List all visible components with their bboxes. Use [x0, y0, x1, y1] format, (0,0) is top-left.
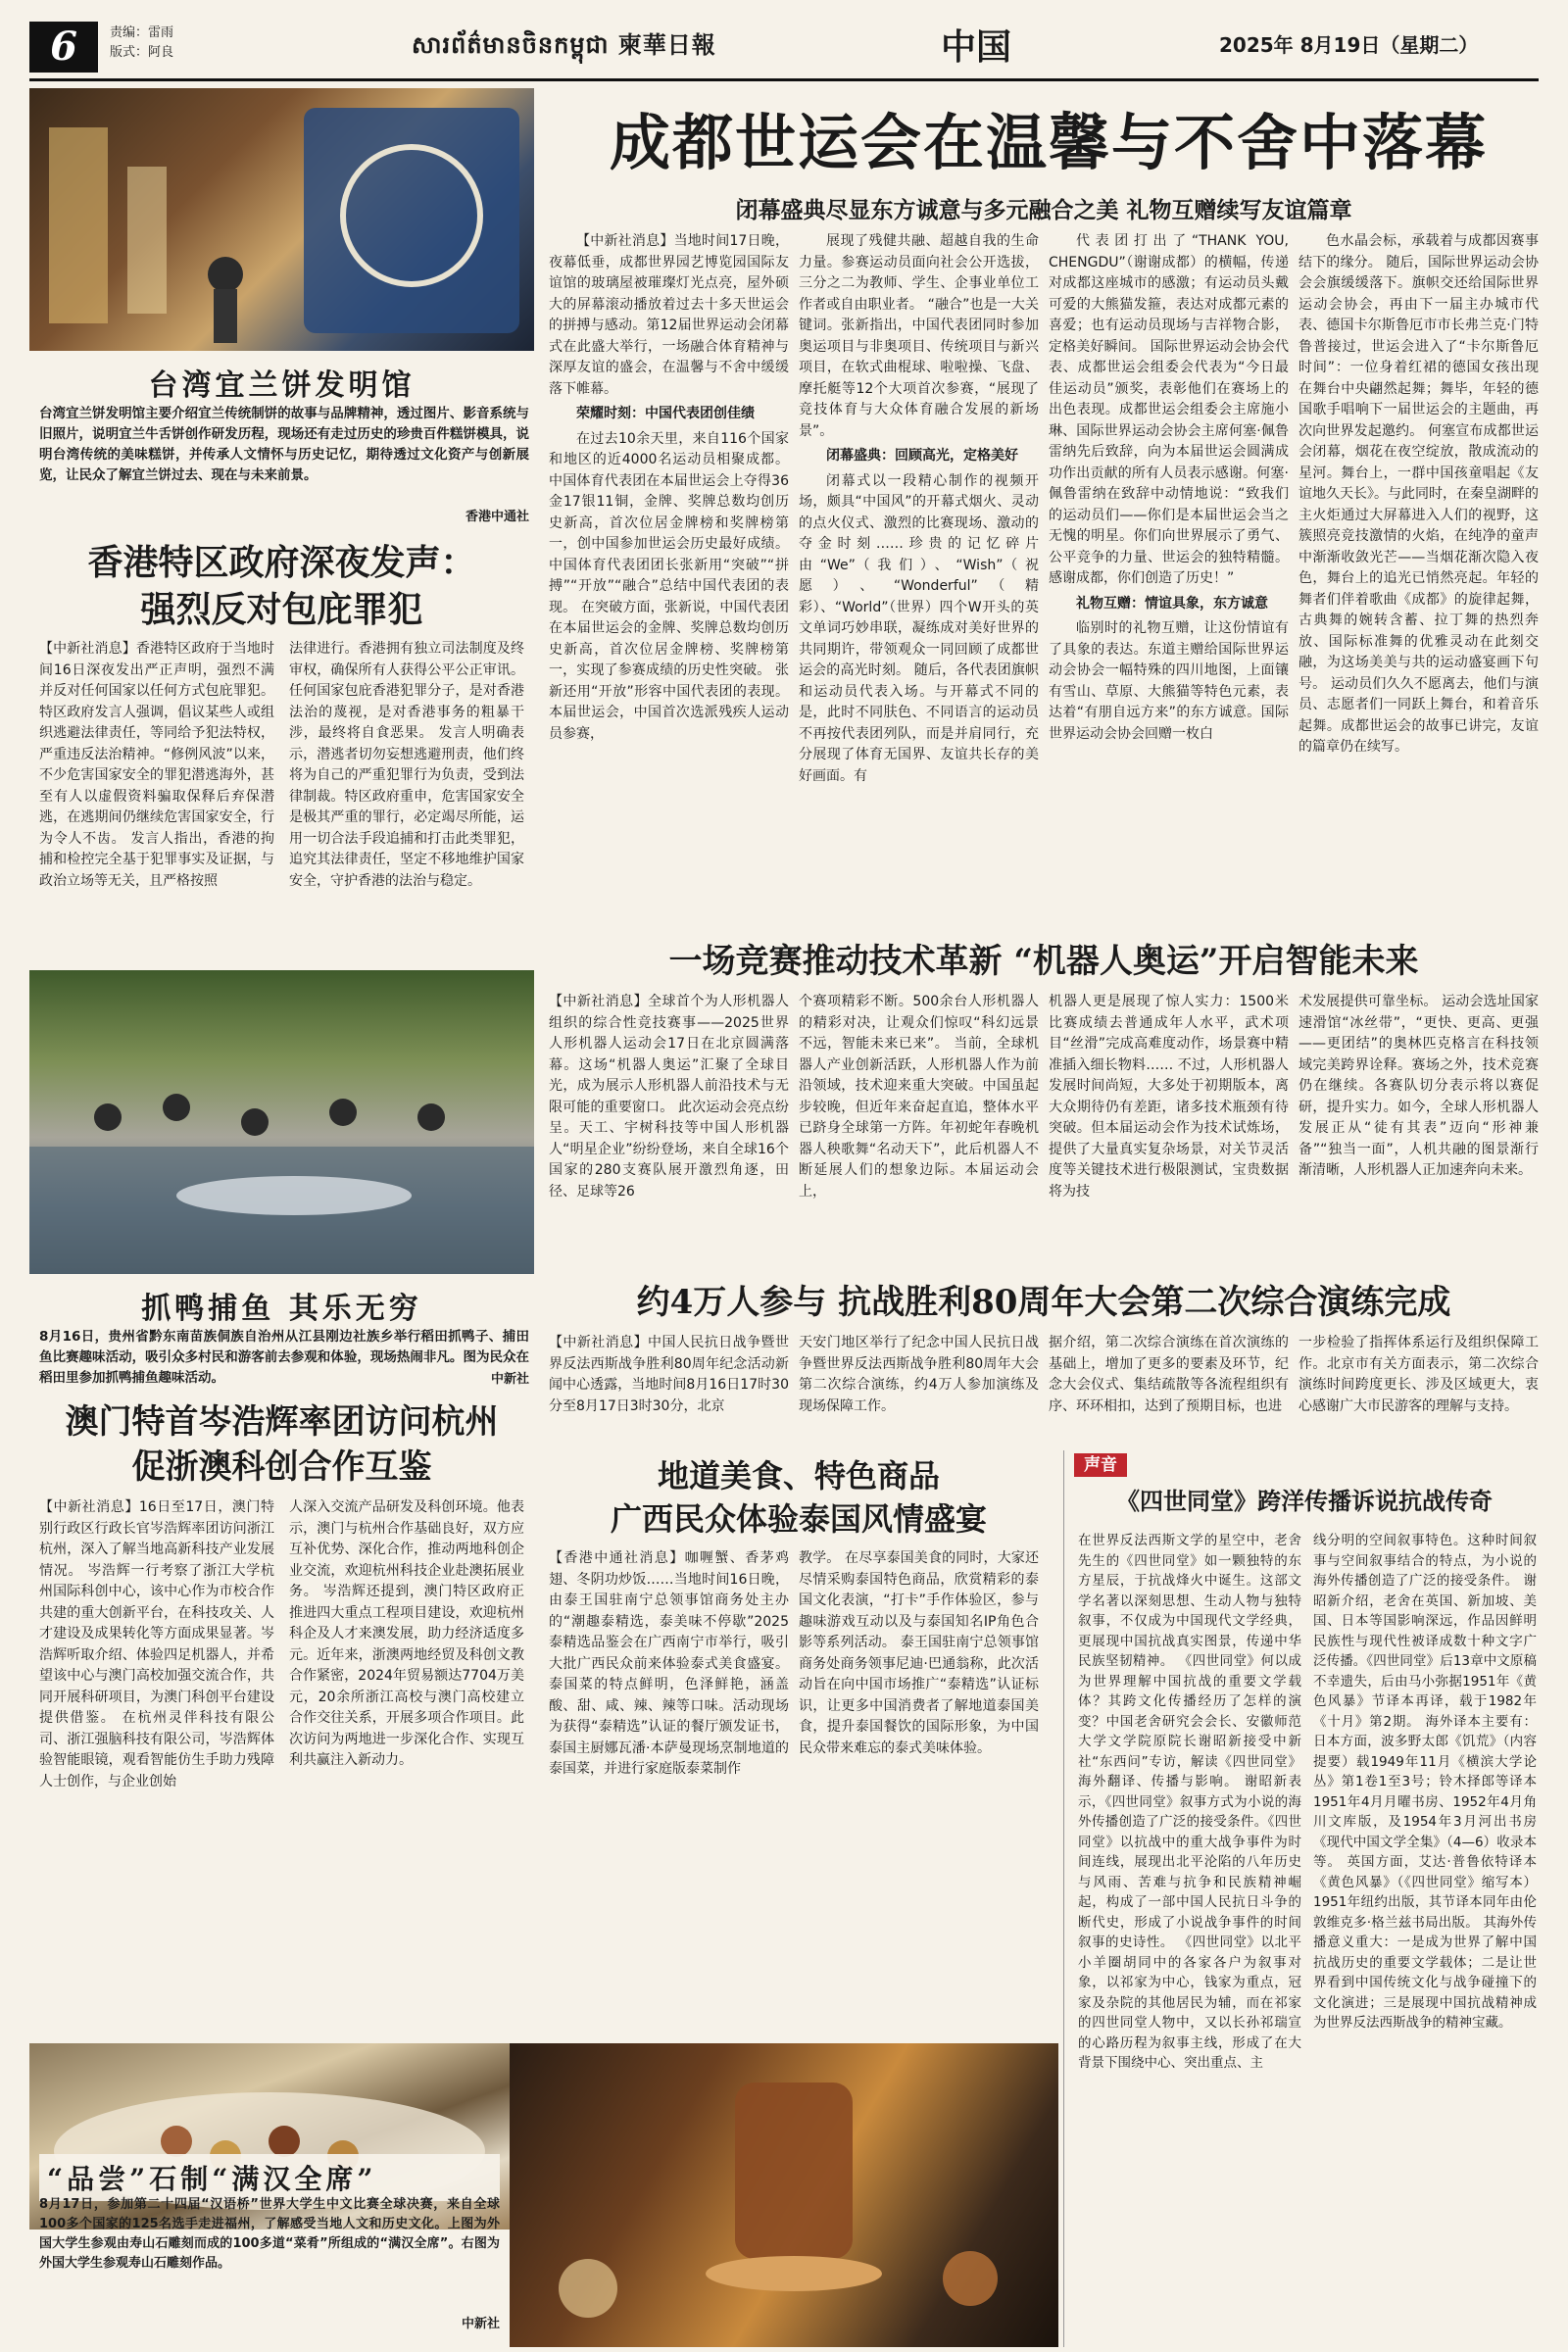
robot-col2: 个赛项精彩不断。500余台人形机器人的精彩对决，让观众们惊叹“科幻远景不远，智能未来已来”。 当前，全球机器人产业创新活跃，人形机器人作为前沿领域，技术迎来重大突破。中国虽起步较晚，但近年来奋起直追，整体水平已跻身全球第一方阵。年初蛇年春晚机器人秧歌舞“名动天下”，此后机器人不断延展人们的想象边际。本届运动会上， — [799, 994, 1039, 1200]
lead-col1 — [549, 231, 789, 937]
photo2-caption-title: 抓鸭捕鱼 其乐无穷 — [141, 1292, 422, 1326]
thai-col2: 教学。 在尽享泰国美食的同时，大家还尽情采购泰国特色商品，欣赏精彩的泰国文化表演，“打卡”手作体验区，参与趣味游戏互动以及与泰国知名IP角色合影等系列活动。 泰王国驻南宁总领事馆商务处商务领事尼迪·巴通翁称，此次活动旨在向中国市场推广“泰精选”认证标识，让更多中国消费者了解地道泰国美食，提升泰国餐饮的国际形象，为中国民众带来难忘的泰式美味体验。 — [799, 1550, 1039, 1756]
duck-catching-illustration — [29, 970, 534, 1274]
voices-tag: 声音 — [1074, 1453, 1127, 1477]
photo3-caption-title: “品尝”石制“满汉全席” — [39, 2154, 500, 2201]
robot-col3: 机器人更是展现了惊人实力：1500米比赛成绩去普通成年人水平，武术项目“丝滑”完成高难度动作，场景赛中精准插入细长物料…… 不过，人形机器人发展时间尚短，大多处于初期版本，离大众期待仍有差距，诸多技术瓶颈有待突破。但本届运动会作为技术试炼场，提供了大量真实复杂场景，对关节灵活度等关键技术进行极限测试，宝贵数据将为技 — [1049, 994, 1289, 1200]
photo1-caption-text: 台湾宜兰饼发明馆主要介绍宜兰传统制饼的故事与品牌精神，透过图片、影音系统与旧照片，说明宜兰牛舌饼创作研发历程，现场还有走过历史的珍贵百件糕饼模具，说明台湾传统的美味糕饼，并传承人文情怀与历史记忆，期待透过文化资产与创新展览，让民众了解宜兰饼过去、现在与未来前景。 — [39, 406, 529, 483]
photo2-caption-text: 8月16日，贵州省黔东南苗族侗族自治州从江县刚边社族乡举行稻田抓鸭子、捕田鱼比赛趣味活动，吸引众多村民和游客前去参观和体验，现场热闹非凡。图为民众在稻田里参加抓鸭捕鱼趣味活动。 — [39, 1329, 529, 1386]
museum-illustration — [29, 88, 534, 351]
macau-article-col1: 【中新社消息】16日至17日，澳门特别行政区行政长官岑浩辉率团访问浙江杭州，深入了解当地高新科技产业发展情况。 岑浩辉一行考察了浙江大学杭州国际科创中心，该中心作为市校合作共建的重大创新平台，在科技攻关、人才建设及成果转化等方面成果显著。岑浩辉听取介绍、体验四足机器人，并希望该中心与澳门高校加强交流合作，共同开展科研项目，为澳门科创平台建设提供借鉴。 在杭州灵伴科技有限公司、浙江强脑科技有限公司，岑浩辉体验智能眼镜，观看智能仿生手助力残障人士创作，与企业创始 — [39, 1499, 274, 1789]
lead-col1-text: 【中新社消息】当地时间17日晚，夜幕低垂，成都世界园艺博览园国际友谊馆的玻璃屋被璀璨灯光点亮，屋外硕大的屏幕滚动播放着过去十多天世运会的拼搏与感动。第12届世界运动会闭幕式在此盛大举行，一场融合体育精神与深厚友谊的盛会，在温馨与不舍中缓缓落下帷幕。 — [549, 233, 789, 397]
macau-article-col2: 人深入交流产品研发及科创环境。他表示，澳门与杭州合作基础良好，双方应互补优势、深化合作，推动两地科创企业交流，欢迎杭州科技企业赴澳拓展业务。 岑浩辉还提到，澳门特区政府正推进四大重点工程项目建设，欢迎杭州科企及人才来澳发展，助力经济适度多元。近年来，浙澳两地经贸及科创文教合作紧密，2024年贸易额达7704万美元，20余所浙江高校与澳门高校建立合作交往关系，开展多项合作项目。此次访问为两地进一步深化合作、实现互利共赢注入新动力。 — [289, 1499, 524, 1768]
photo1-caption-title: 台湾宜兰饼发明馆 — [148, 368, 416, 403]
hk-headline — [29, 539, 534, 633]
header-rule — [29, 78, 1539, 81]
thai-col1: 【香港中通社消息】咖喱蟹、香茅鸡翅、冬阴功炒饭……当地时间16日晚，由泰王国驻南宁总领事馆商务处主办的“潮趣泰精选，泰美味不停歇”2025泰精选品鉴会在广西南宁市举行，吸引大批广西民众前来体验泰式美食盛宴。 泰国菜的特点鲜明，色泽鲜艳，涵盖酸、甜、咸、辣、辣等口味。活动现场为获得“泰精选”认证的餐厅颁发证书，泰国主厨娜瓦潘·本萨曼现场烹制地道的泰国菜，并进行家庭版泰菜制作 — [549, 1550, 789, 1777]
voices-tag-wrap — [1074, 1450, 1127, 1475]
section-title: 中国 — [941, 26, 1012, 68]
hk-headline-line2: 强烈反对包庇罪犯 — [140, 589, 423, 630]
voices-col2: 线分明的空间叙事特色。这种时间叙事与空间叙事结合的特点，为小说的海外传播创造了广泛的接受条件。 谢昭新介绍，老舍在英国、新加坡、美国、日本等国影响深远，作品因鲜明民族性与现代性被译成数十种文字广泛传播。《四世同堂》后13章中文原稿不幸遗失，后由马小弥据1951年《黄色风暴》节译本再译，载于1982年《十月》第2期。 海外译本主要有：日本方面，波多野太郎《饥荒》（内容提要）载1949年11月《横滨大学论丛》第1卷1至3号；铃木择郎等译本1951年4月月曜书房、1952年4月角川文库版，及1954年3月河出书房《现代中国文学全集》（4—6）收录本等。 英国方面，艾达·普鲁依特译本《黄色风暴》（《四世同堂》缩写本）1951年纽约出版，其节译本同年由伦敦维克多·格兰兹书局出版。 其海外传播意义重大：一是成为世界了解中国抗战历史的重要文学载体；二是让世界看到中国传统文化与战争碰撞下的文化演进；三是展现中国抗战精神成为世界反法西斯战争的精神宝藏。 — [1313, 1533, 1537, 2031]
drill-col2: 天安门地区举行了纪念中国人民抗日战争暨世界反法西斯战争胜利80周年大会第二次综合演练，约4万人参加演练及现场保障工作。 — [799, 1335, 1039, 1414]
drill-col3: 据介绍，第二次综合演练在首次演练的基础上，增加了更多的要素及环节，纪念大会仪式、集结疏散等各流程组织有序、环环相扣，达到了预期目标，也进 — [1049, 1335, 1289, 1414]
macau-headline-line1: 澳门特首岑浩辉率团访问杭州 — [65, 1402, 499, 1442]
macau-headline — [29, 1399, 534, 1490]
robot-headline: 一场竞赛推动技术革新 “机器人奥运”开启智能未来 — [668, 942, 1419, 981]
lead-col2 — [799, 231, 1039, 937]
thai-headline-line1: 地道美食、特色商品 — [657, 1457, 940, 1494]
hk-article-col2: 法律进行。香港拥有独立司法制度及终审权，确保所有人获得公平公正审讯。任何国家包庇香港犯罪分子，是对香港法治的蔑视，是对香港事务的粗暴干涉，最终将自食恶果。 发言人明确表示，潜逃者切勿妄想逃避刑责，他们终将为自己的严重犯罪行为负责，受到法律制裁。特区政府重申，危害国家安全是极其严重的罪行，必定竭尽所能，运用一切合法手段追捕和打击此类罪犯，追究其法律责任，坚定不移地维护国家安全，守护香港的法治与稳定。 — [289, 641, 524, 889]
page-number: 6 — [29, 22, 98, 73]
masthead: សារព័ត៌មានចិនកម្ពុជា 柬華日報 — [412, 31, 716, 59]
lead-col2-text-b: 闭幕式以一段精心制作的视频开场，颇具“中国风”的开幕式烟火、灵动的点火仪式、激烈的比赛现场、激动的夺金时刻……珍贵的记忆碎片由“We”（我们）、“Wish”（祝愿）、“Wonderful”（精彩）、“World”（世界）四个W开头的英文单词巧妙串联，凝练成对美好世界的共同期许，带领观众一同回顾了成都世运会的高光时刻。 随后，各代表团旗帜和运动员代表入场。与开幕式不同的是，此时不同肤色、不同语言的运动员不再按代表团列队，而是并肩同行，充分展现了体育无国界、友谊共长存的美好画面。有 — [799, 472, 1039, 784]
lead-col1-text-b: 在过去10余天里，来自116个国家和地区的近4000名运动员相聚成都。中国体育代表团在本届世运会上夺得36金17银11铜，金牌、奖牌总数均创历史新高，首次位居金牌榜和奖牌榜第一，创中国参加世运会历史最好成绩。中国体育代表团团长张新用“突破”“拼搏”“开放”“融合”总结中国代表团的表现。 在突破方面，张新说，中国代表团在本届世运会的金牌、奖牌总数均创历史新高，首次位居金牌榜、奖牌榜第一，实现了参赛成绩的历史性突破。 张新还用“开放”形容中国代表团的表现。本届世运会，中国首次选派残疾人运动员参赛， — [549, 430, 789, 742]
layout-label: 版式：阿良 — [110, 45, 174, 60]
editor-credits — [110, 24, 173, 63]
lead-col4 — [1298, 231, 1539, 937]
robot-col4: 术发展提供可靠坐标。 运动会选址国家速滑馆“冰丝带”，“更快、更高、更强——更团结”的奥林匹克格言在科技领域完美跨界诠释。赛场之外，技术竞赛仍在继续。各赛队切分表示将以赛促研，提升实力。如今，全球人形机器人发展正从“徒有其表”迈向“形神兼备”“独当一面”，人机共融的图景渐行渐清晰，人形机器人正加速奔向未来。 — [1298, 994, 1539, 1178]
photo3-caption-text: 8月17日，参加第二十四届“汉语桥”世界大学生中文比赛全球决赛，来自全球100多个国家的125名选手走进福州，了解感受当地人文和历史文化。上图为外国大学生参观由寿山石雕刻而成的100多道“菜肴”所组成的“满汉全席”。右图为外国大学生参观寿山石雕刻作品。 — [39, 2197, 500, 2271]
drill-col4: 一步检验了指挥体系运行及组织保障工作。北京市有关方面表示，第二次综合演练时间跨度更长、涉及区域更大，衷心感谢广大市民游客的理解与支持。 — [1298, 1335, 1539, 1414]
voices-col1: 在世界反法西斯文学的星空中，老舍先生的《四世同堂》如一颗独特的东方星辰，于抗战烽火中诞生。这部文学名著以深刻思想、生动人物与独特叙事，不仅成为中国现代文学经典，更展现中国抗战真实图景，传递中华民族坚韧精神。 《四世同堂》何以成为世界理解中国抗战的重要文学载体？其跨文化传播经历了怎样的演变？中国老舍研究会会长、安徽师范大学文学院原院长谢昭新接受中新社“东西问”专访，解读《四世同堂》海外翻译、传播与影响。 谢昭新表示，《四世同堂》叙事方式为小说的海外传播创造了广泛的接受条件。《四世同堂》以抗战中的重大战争事件为时间连线，展现出北平沦陷的八年历史与风雨、苦难与抗争和民族精神崛起，构成了一部中国人民抗日斗争的断代史，形成了小说战争事件的时间叙事的史诗性。 《四世同堂》以北平小羊圈胡同中的各家各户为叙事对象，以祁家为中心，钱家为重点，冠家及杂院的其他居民为辅，而在祁家的四世同堂人物中，又以长孙祁瑞宣的心路历程为叙事主线，形成了在大背景下围绕中心、突出重点、主 — [1078, 1533, 1301, 2071]
stone-carving-photo — [510, 2043, 1058, 2347]
photo3-credit: 中新社 — [461, 2317, 500, 2331]
robot-col1: 【中新社消息】全球首个为人形机器人组织的综合性竞技赛事——2025世界人形机器人运动会17日在北京圆满落幕。这场“机器人奥运”汇聚了全球目光，成为展示人形机器人前沿技术与无限可能的重要窗口。 此次运动会亮点纷呈。天工、宇树科技等中国人形机器人“明星企业”纷纷登场，来自全球16个国家的280支赛队展开激烈角逐，田径、足球等26 — [549, 994, 789, 1200]
drill-col1: 【中新社消息】中国人民抗日战争暨世界反法西斯战争胜利80周年纪念活动新闻中心透露，当地时间8月16日17时30分至8月17日3时30分，北京 — [549, 1335, 789, 1414]
lead-col2-text: 展现了残健共融、超越自我的生命力量。参赛运动员面向社会公开选拔，三分之二为教师、学生、企事业单位工作者或自由职业者。 “融合”也是一大关键词。张新指出，中国代表团同时参加奥运项目与非奥项目、传统项目与新兴项目，在软式曲棍球、啦啦操、飞盘、摩托艇等12个大项首次参赛，“展现了竞技体育与大众体育融合发展的新场景”。 — [799, 233, 1039, 439]
lead-col3-subhead: 礼物互赠：情谊具象，东方诚意 — [1076, 595, 1268, 612]
hk-article-col1: 【中新社消息】香港特区政府于当地时间16日深夜发出严正声明，强烈不满并反对任何国家以任何方式包庇罪犯。 特区政府发言人强调，倡议某些人或组织逃避法律责任，等同给予犯法特权，严重违反法治精神。“修例风波”以来，不少危害国家安全的罪犯潜逃海外，甚至有人以虚假资料骗取保释后弃保潜逃，在逃期间仍继续危害国家安全，行为令人不齿。 发言人指出，香港的拘捕和检控完全基于犯罪事实及证据，与政治立场等无关，且严格按照 — [39, 641, 274, 889]
lead-col3 — [1049, 231, 1289, 937]
thai-headline — [549, 1454, 1049, 1541]
lead-col3-text-b: 临别时的礼物互赠，让这份情谊有了具象的表达。东道主赠给国际世界运动会协会一幅特殊的四川地图，上面镶有雪山、草原、大熊猫等特色元素，表达着“有朋自远方来”的东方诚意。国际世界运动会协会回赠一枚白 — [1049, 620, 1289, 742]
lead-col1-subhead: 荣耀时刻：中国代表团创佳绩 — [576, 406, 755, 421]
thai-headline-line2: 广西民众体验泰国风情盛宴 — [610, 1500, 987, 1538]
voices-column — [1063, 1450, 1544, 2347]
drill-headline: 约4万人参与 抗战胜利80周年大会第二次综合演练完成 — [636, 1283, 1451, 1322]
hk-headline-line1: 香港特区政府深夜发声： — [87, 542, 476, 583]
lead-col3-text: 代表团打出了“THANK YOU, CHENGDU”（谢谢成都）的横幅，传递对成都这座城市的感激；有运动员头戴可爱的大熊猫发箍，表达对成都元素的喜爱；也有运动员现场与吉祥物合影，定格美好瞬间。 国际世界运动会协会代表、成都世运会组委会代表为“今日最佳运动员”颁奖，表彰他们在赛场上的出色表现。成都世运会组委会主席施小琳、国际世界运动会协会主席何塞·佩鲁雷纳先后致辞，向为本届世运会圆满成功作出贡献的所有人员表示感谢。何塞·佩鲁雷纳在致辞中动情地说：“致我们的运动员们——你们是本届世运会当之无愧的明星。你们向世界展示了勇气、公平竞争的力量、世运会的独特精髓。感谢成都，你们创造了历史！” — [1049, 233, 1289, 586]
duck-catching-photo — [29, 970, 534, 1274]
photo2-credit: 中新社 — [490, 1372, 529, 1387]
lead-subheadline: 闭幕盛典尽显东方诚意与多元融合之美 礼物互赠续写友谊篇章 — [735, 198, 1352, 223]
taiwan-museum-photo — [29, 88, 534, 351]
voices-headline: 《四世同堂》跨洋传播诉说抗战传奇 — [1116, 1487, 1493, 1515]
lead-col4-text: 色水晶会标，承载着与成都因赛事结下的缘分。 随后，国际世界运动会协会会旗缓缓落下。旗帜交还给国际世界运动会协会，再由下一届主办城市代表、德国卡尔斯鲁厄市市长弗兰克·门特鲁普接过，世运会进入了“卡尔斯鲁厄时间”：一位身着红裙的德国女孩出现在舞台中央翩然起舞；舞毕，年轻的德国歌手唱响下一届世运会的主题曲，再次向世界发起邀约。 何塞宣布成都世运会闭幕，烟花在夜空绽放，散成流动的星河。舞台上，一群中国孩童唱起《友谊地久天长》。与此同时，在秦皇湖畔的主火炬通过大屏幕进入人们的视野，这簇照亮竞技激情的火焰，在纯净的童声中渐渐收敛光芒——当烟花渐次隐入夜色，舞台上的追光已悄然亮起。年轻的舞者们伴着歌曲《成都》的旋律起舞，古典舞的婉转含蓄、拉丁舞的热烈奔放、国际标准舞的优雅灵动在此刻交融，为这场美美与共的运动盛宴画下句号。 运动员们久久不愿离去，他们与演员、志愿者们一同跃上舞台，和着音乐起舞。成都世运会的故事已讲完，友谊的篇章仍在续写。 — [1298, 233, 1539, 755]
lead-headline: 成都世运会在温馨与不舍中落幕 — [609, 107, 1488, 178]
lead-col2-subhead: 闭幕盛典：回顾高光，定格美好 — [826, 448, 1018, 464]
photo1-credit: 香港中通社 — [465, 510, 529, 524]
issue-date: 2025年 8月19日（星期二） — [1219, 33, 1479, 57]
editor-label: 责编：雷雨 — [110, 25, 174, 40]
stone-carving-illustration — [510, 2043, 1058, 2347]
macau-headline-line2: 促浙澳科创合作互鉴 — [131, 1447, 432, 1487]
